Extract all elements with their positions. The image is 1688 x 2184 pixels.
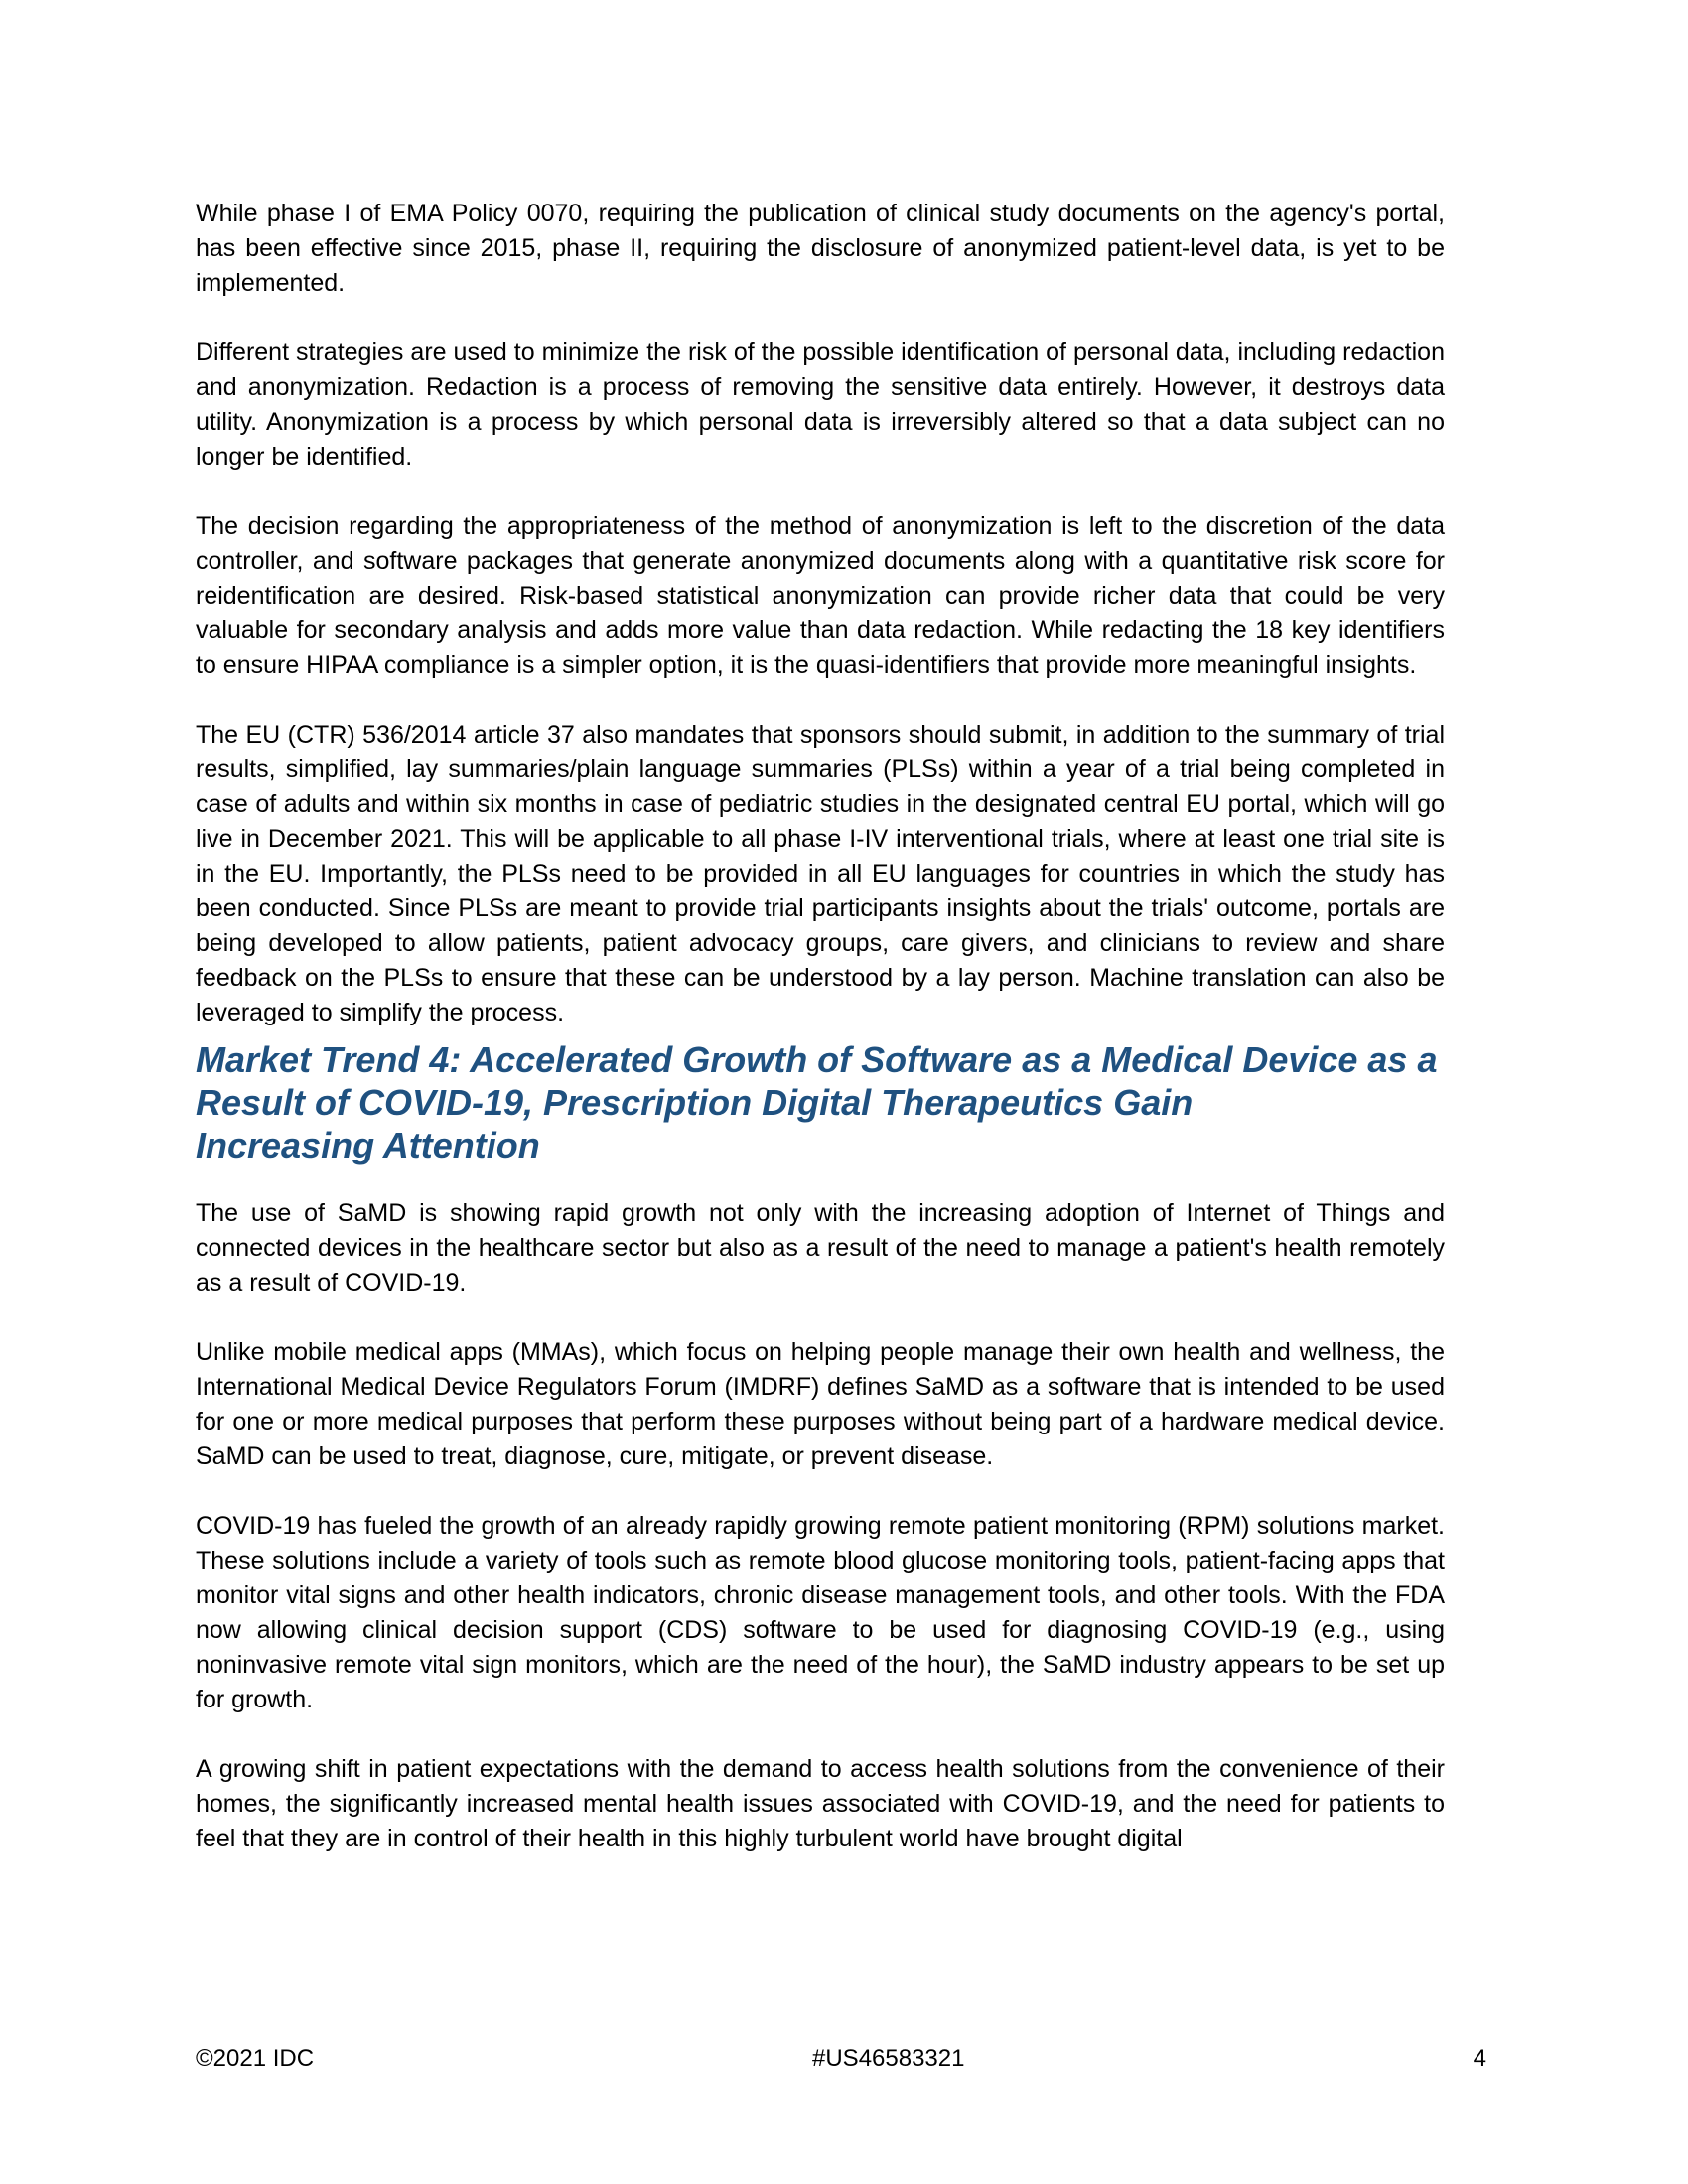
heading-line-2: Result of COVID-19, Prescription Digital Therapeutics Gain: [196, 1082, 1194, 1123]
paragraph-samd-definition: Unlike mobile medical apps (MMAs), which focus on helping people manage their own health and wellness, the International Medical Device Regulators Forum (IMDRF) defines SaMD as a software that is intended to be used for one or more medical purposes that perform these purposes without being part of a hardware medical device. SaMD can be used to treat, diagnose, cure, mitigate, or prevent disease.: [196, 1338, 1445, 1470]
section-heading-market-trend-4: [196, 1038, 1445, 1166]
paragraph-eu-ctr: The EU (CTR) 536/2014 article 37 also mandates that sponsors should submit, in addition to the summary of trial results, simplified, lay summaries/plain language summaries (PLSs) within a year of a trial being completed in case of adults and within six months in case of pediatric studies in the designated central EU portal, which will go live in December 2021. This will be applicable to all phase I-IV interventional trials, where at least one trial site is in the EU. Importantly, the PLSs need to be provided in all EU languages for countries in which the study has been conducted. Since PLSs are meant to provide trial participants insights about the trials' outcome, portals are being developed to allow patients, patient advocacy groups, care givers, and clinicians to review and share feedback on the PLSs to ensure that these can be understood by a lay person. Machine translation can also be leveraged to simplify the process.: [196, 721, 1445, 1026]
paragraph-anonymization-decision: The decision regarding the appropriateness of the method of anonymization is left to the discretion of the data controller, and software packages that generate anonymized documents along with a quantitative risk score for reidentification are desired. Risk-based statistical anonymization can provide richer data that could be very valuable for secondary analysis and adds more value than data redaction. While redacting the 18 key identifiers to ensure HIPAA compliance is a simpler option, it is the quasi-identifiers that provide more meaningful insights.: [196, 512, 1445, 679]
heading-line-1: Market Trend 4: Accelerated Growth of Software as a Medical Device as a: [196, 1039, 1438, 1080]
paragraph-covid-rpm: COVID-19 has fueled the growth of an already rapidly growing remote patient monitoring (RPM) solutions market. These solutions include a variety of tools such as remote blood glucose monitoring tools, patient-facing apps that monitor vital signs and other health indicators, chronic disease management tools, and other tools. With the FDA now allowing clinical decision support (CDS) software to be used for diagnosing COVID-19 (e.g., using noninvasive remote vital sign monitors, which are the need of the hour), the SaMD industry appears to be set up for growth.: [196, 1512, 1445, 1713]
content-area: [196, 197, 1445, 1891]
footer-doc-id: #US46583321: [812, 2045, 965, 2072]
footer-page-number: 4: [1473, 2045, 1486, 2072]
paragraph-patient-expectations: A growing shift in patient expectations with the demand to access health solutions from the convenience of their homes, the significantly increased mental health issues associated with COVID-19, and the need for patients to feel that they are in control of their health in this highly turbulent world have brought digital: [196, 1755, 1445, 1852]
page-footer: [0, 2044, 1688, 2074]
paragraph-samd-growth: The use of SaMD is showing rapid growth not only with the increasing adoption of Internet of Things and connected devices in the healthcare sector but also as a result of the need to manage a patient's health remotely as a result of COVID-19.: [196, 1199, 1445, 1297]
paragraph-anonymization-strategies: Different strategies are used to minimize the risk of the possible identification of personal data, including redaction and anonymization. Redaction is a process of removing the sensitive data entirely. However, it destroys data utility. Anonymization is a process by which personal data is irreversibly altered so that a data subject can no longer be identified.: [196, 339, 1445, 471]
heading-line-3: Increasing Attention: [196, 1125, 540, 1165]
paragraph-ema-policy: While phase I of EMA Policy 0070, requiring the publication of clinical study documents on the agency's portal, has been effective since 2015, phase II, requiring the disclosure of anonymized patient-level data, is yet to be implemented.: [196, 200, 1445, 297]
footer-copyright: ©2021 IDC: [196, 2045, 315, 2072]
